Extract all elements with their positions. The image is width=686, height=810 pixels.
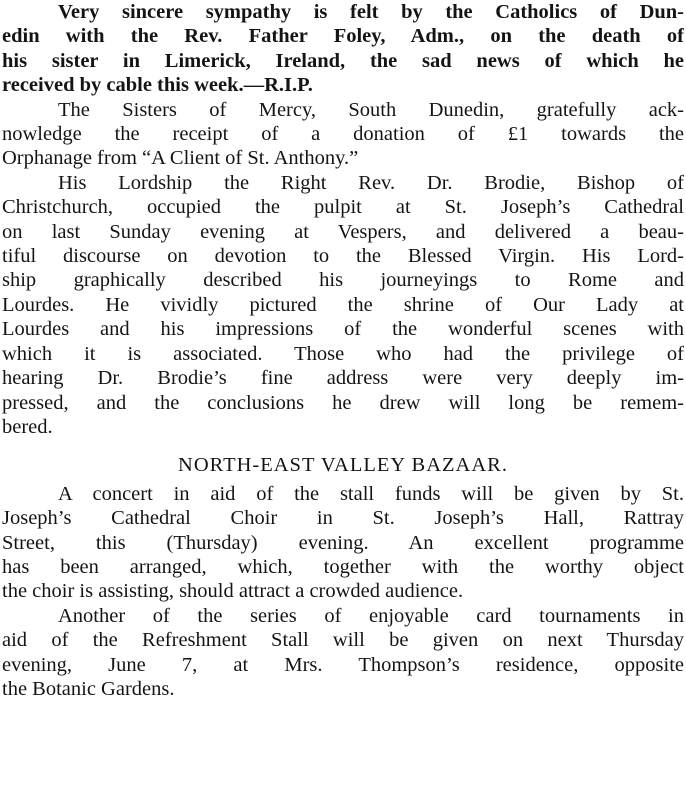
text-line: Lourdes. He vividly pictured the shrine of Our Lady at (2, 293, 684, 316)
paragraph-concert (2, 482, 684, 604)
text-line: Another of the series of enjoyable card tournaments in (58, 604, 684, 627)
text-line: pressed, and the conclusions he drew will long be remem- (2, 391, 684, 414)
text-line: the choir is assisting, should attract a crowded audience. (2, 580, 464, 603)
text-line: hearing Dr. Brodie’s fine address were very deeply im- (2, 367, 684, 390)
section-heading: NORTH-EAST VALLEY BAZAAR. (178, 454, 508, 477)
text-line: Joseph’s Cathedral Choir in St. Joseph’s Hall, Rattray (2, 507, 684, 530)
text-line: Very sincere sympathy is felt by the Catholics of Dun- (58, 1, 684, 23)
text-line: Orphanage from “A Client of St. Anthony.” (2, 147, 359, 170)
text-line: A concert in aid of the stall funds will be given by St. (58, 482, 684, 505)
paragraph-sympathy-notice (2, 0, 684, 98)
text-line: bered. (2, 415, 53, 438)
text-line: the Botanic Gardens. (2, 677, 175, 700)
text-line: Christchurch, occupied the pulpit at St. Joseph’s Cathedral (2, 196, 684, 219)
text-line: his sister in Limerick, Ireland, the sad news of which he (2, 49, 684, 72)
text-line: Lourdes and his impressions of the wonderful scenes with (2, 318, 684, 341)
text-line: evening, June 7, at Mrs. Thompson’s residence, opposite (2, 653, 684, 676)
text-line: Street, this (Thursday) evening. An excellent programme (2, 531, 684, 554)
text-line: aid of the Refreshment Stall will be given on next Thursday (2, 629, 684, 652)
paragraph-bishop-brodie (2, 171, 684, 439)
text-line: which it is associated. Those who had the privilege of (2, 342, 684, 365)
newspaper-column (2, 0, 684, 701)
text-line: His Lordship the Right Rev. Dr. Brodie, Bishop of (58, 171, 684, 194)
text-line: received by cable this week.—R.I.P. (2, 74, 313, 97)
text-line: ship graphically described his journeyings to Rome and (2, 269, 684, 292)
paragraph-sisters-of-mercy (2, 98, 684, 171)
text-line: nowledge the receipt of a donation of £1 towards the (2, 123, 684, 146)
text-line: on last Sunday evening at Vespers, and delivered a beau- (2, 220, 684, 243)
text-line: The Sisters of Mercy, South Dunedin, gratefully ack- (58, 98, 684, 121)
text-line: edin with the Rev. Father Foley, Adm., on the death of (2, 25, 684, 48)
paragraph-card-tournament (2, 604, 684, 702)
text-line: tiful discourse on devotion to the Blessed Virgin. His Lord- (2, 245, 684, 268)
text-line: has been arranged, which, together with the worthy object (2, 555, 684, 578)
